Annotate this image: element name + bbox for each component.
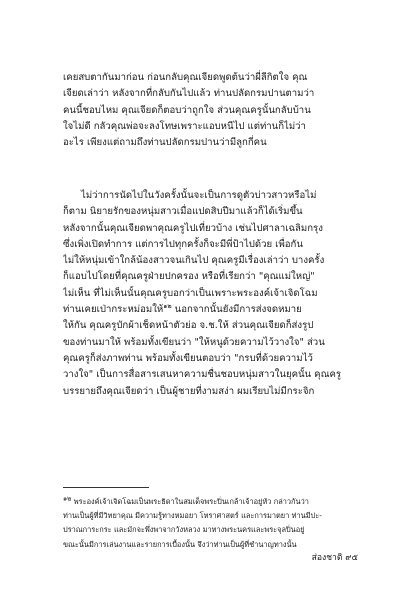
paragraph-main bbox=[63, 188, 357, 400]
text-line: คนนี้ชอบไหม คุณเจียดก็ตอบว่าถูกใจ ส่วนคุณครูนั้นกลับบ้าน bbox=[63, 104, 311, 116]
text-line: ก็แอบไปโดยที่คุณครูฝ่ายปกครอง หรือที่เรียกว่า "คุณแม่ใหญ่" bbox=[63, 271, 315, 283]
footnote bbox=[63, 495, 357, 552]
text-line: คุณครูก็ส่งภาพท่าน พร้อมทั้งเขียนตอบว่า "กรบที่ด้วยความไว้ bbox=[63, 352, 313, 364]
text-line: ไม่ว่าการนัดไปในวังครั้งนั้นจะเป็นการดูตัวบ่าวสาวหรือไม่ bbox=[81, 190, 317, 201]
text-line: ใจไม่ดี กลัวคุณพ่อจะลงโทษเพราะแอบหนีไป แต่ท่านก็ไม่ว่า bbox=[63, 120, 306, 132]
text-line: เจียดเล่าว่า หลังจากที่กลับกันไปแล้ว ท่านปลัดกรมปานตามว่า bbox=[63, 88, 315, 100]
footnote-line: ปราณการะกระ และมักจะพึ่งพาจากวังหลวง มาทางพระนครและพระจุลปิ่นอยู่ bbox=[63, 525, 305, 535]
text-fragment: นอกจากนั้นยังมีการส่งจดหมาย bbox=[171, 304, 302, 316]
footnote-line: ขณะนั้นมีการเล่นงานและรายการเบื้องนั้น จึงว่าท่านเป็นผู้ที่ชำนาญทางนั้น bbox=[63, 539, 297, 549]
text-line: วางใจ" เป็นการสื่อสารเสนหาความชื่นชอบหนุ่มสาวในยุคนั้น คุณครู bbox=[63, 369, 342, 381]
text-line: ก็ตาม นิยายรักของหนุ่มสาวเมื่อแปดสิบปีมาแล้วก็ได้เริ่มขึ้น bbox=[63, 206, 303, 218]
text-line: เคยสบตากันมาก่อน ก่อนกลับคุณเจียดพูดต้นว่าผี่ลีกิตใจ คุณ bbox=[63, 72, 308, 83]
text-line: ของท่านมาให้ พร้อมทั้งเขียนว่า "ให้หนูด้วยความไว้วางใจ" ส่วน bbox=[63, 336, 325, 348]
text-line: ซึ่งเพิ่งเปิดทำการ แต่การไปทุกครั้งก็จะมีพี่ป้าไปด้วย เพื่อกัน bbox=[63, 238, 303, 250]
text-line: ไม่ให้หนุ่มเข้าใกล้น้องสาวจนเกินไป คุณครูมีเรื่องเล่าว่า บางครั้ง bbox=[63, 255, 325, 267]
footnote-reference: ๑๒ bbox=[163, 302, 172, 310]
footnote-line: ท่านเป็นผู้ที่มีวิทยาคุณ มีความรู้ทางหมอยา โหราศาสตร์ และการมาตยา ท่านมีปะ- bbox=[63, 511, 322, 521]
text-fragment: พระองค์เจ้าเจิดโฉมเป็นพระธิดาในสมเด็จพระปิ่นเกล้าเจ้าอยู่หัว กล่าวกันว่า bbox=[73, 497, 309, 506]
footnote-line bbox=[63, 495, 357, 509]
text-line: ไม่เห็น ที่ไม่เห็นนั้นคุณครูบอกว่าเป็นเพราะพระองค์เจ้าเจิดโฉม bbox=[63, 287, 318, 299]
text-line: บรรยายถึงคุณเจียดว่า เป็นผู้ชายที่งามสง่า ผมเรียบไม่มีกระจิก bbox=[63, 385, 315, 397]
text-fragment: ท่านเคยเป่ากระหม่อมให้ bbox=[63, 304, 164, 316]
footnote-marker: ๑๒ bbox=[63, 495, 72, 503]
text-line bbox=[63, 302, 357, 318]
paragraph-continuation bbox=[63, 70, 357, 151]
footnote-divider bbox=[63, 487, 149, 488]
text-line: ให้กัน คุณครูบักผ้าเช็ดหน้าตัวย่อ จ.ช.ให้ ส่วนคุณเจียดก็ส่งรูป bbox=[63, 320, 314, 332]
text-line: อะไร เพียงแต่ถามถึงท่านปลัดกรมปานว่ามีลูกกี่คน bbox=[63, 137, 267, 149]
page-footer-folio: ส่องชาติ ๙๕ bbox=[311, 553, 358, 563]
text-line: หลังจากนั้นคุณเจียดพาคุณครูไปเที่ยวบ้าง เช่นไปศาลาเฉลิมกรุง bbox=[63, 222, 323, 234]
